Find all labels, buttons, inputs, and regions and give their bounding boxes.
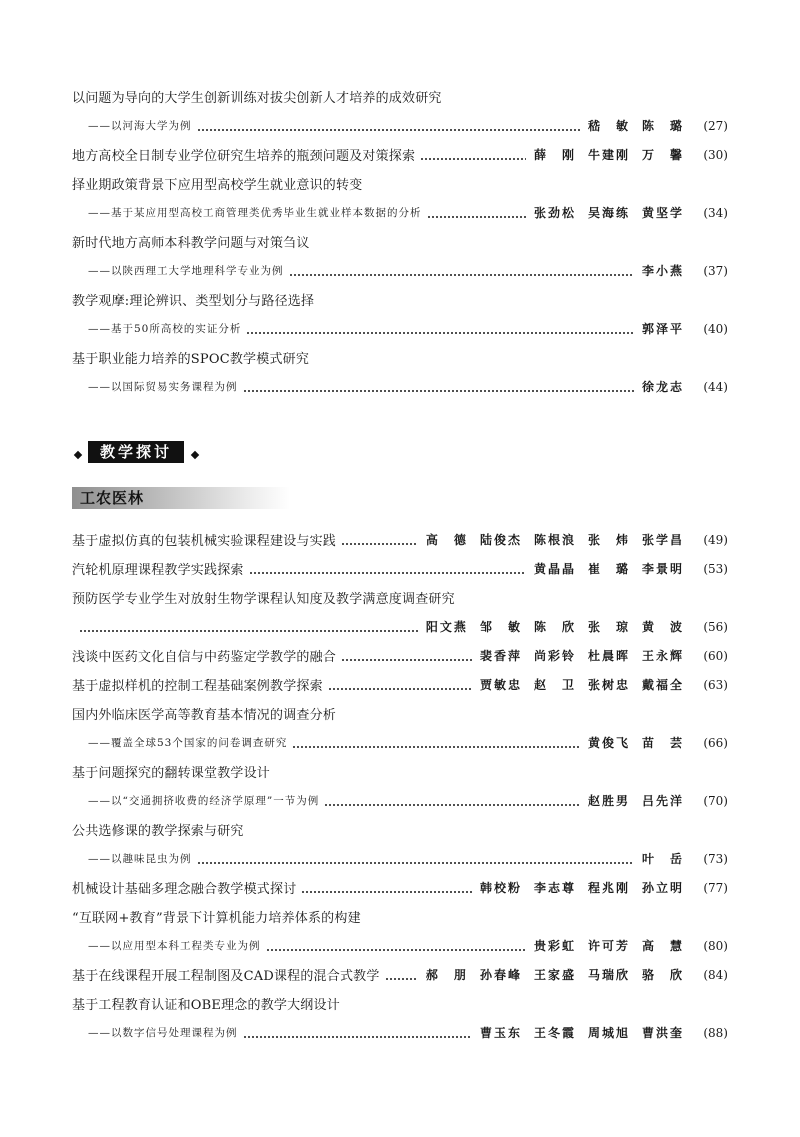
toc-subtitle-row bbox=[72, 728, 728, 757]
toc-row bbox=[72, 554, 728, 583]
entry-title: 地方高校全日制专业学位研究生培养的瓶颈问题及对策探索 bbox=[72, 149, 416, 164]
entry-title: “互联网+教育”背景下计算机能力培养体系的构建 bbox=[72, 911, 361, 926]
author-list bbox=[642, 378, 684, 395]
author-list bbox=[480, 647, 684, 664]
dot-leader bbox=[267, 949, 526, 951]
toc-entry bbox=[72, 670, 728, 699]
page-number: (27) bbox=[703, 118, 728, 133]
author-list bbox=[480, 1024, 684, 1041]
entry-title: 机械设计基础多理念融合教学模式探讨 bbox=[72, 882, 297, 897]
author-name: 高 慧 bbox=[641, 939, 684, 953]
page-number: (88) bbox=[703, 1025, 728, 1040]
toc-entry bbox=[72, 699, 728, 757]
author-list bbox=[426, 966, 684, 983]
subsection-heading: 工农医林 bbox=[72, 487, 290, 509]
toc-row bbox=[72, 960, 728, 989]
toc-entry bbox=[72, 525, 728, 554]
author-name: 张 琼 bbox=[587, 620, 630, 634]
toc-title-row bbox=[72, 227, 728, 256]
dot-leader bbox=[329, 688, 472, 690]
author-name: 孙春峰 bbox=[479, 968, 522, 982]
author-name: 曹玉东 bbox=[479, 1026, 522, 1040]
diamond-icon bbox=[191, 451, 199, 459]
page-number: (60) bbox=[703, 648, 728, 663]
table-of-contents bbox=[72, 0, 728, 1047]
dot-leader bbox=[198, 129, 580, 131]
toc-entry bbox=[72, 343, 728, 401]
toc-author-row bbox=[72, 612, 728, 641]
entry-title: 预防医学专业学生对放射生物学课程认知度及教学满意度调查研究 bbox=[72, 592, 455, 607]
dot-leader bbox=[386, 978, 418, 980]
author-list bbox=[588, 117, 684, 134]
page-number: (53) bbox=[703, 561, 728, 576]
toc-entry bbox=[72, 641, 728, 670]
author-list bbox=[642, 262, 684, 279]
toc-title-row bbox=[72, 285, 728, 314]
dot-leader bbox=[244, 1036, 472, 1038]
entry-subtitle: ——以趣味昆虫为例 bbox=[88, 853, 192, 865]
author-list bbox=[534, 560, 684, 577]
diamond-icon bbox=[74, 451, 82, 459]
toc-subtitle-row bbox=[72, 111, 728, 140]
author-name: 徐龙志 bbox=[641, 380, 684, 394]
author-name: 马瑞欣 bbox=[587, 968, 630, 982]
entry-title: 教学观摩:理论辨识、类型划分与路径选择 bbox=[72, 294, 315, 309]
page-number: (40) bbox=[703, 321, 728, 336]
author-name: 王永辉 bbox=[641, 649, 684, 663]
section-heading-label: 教学探讨 bbox=[88, 441, 184, 463]
page-number: (49) bbox=[703, 532, 728, 547]
entry-title: 基于工程教育认证和OBE理念的教学大纲设计 bbox=[72, 998, 340, 1013]
toc-title-row bbox=[72, 343, 728, 372]
author-name: 陈 璐 bbox=[641, 119, 684, 133]
toc-entry bbox=[72, 873, 728, 902]
author-name: 陈 欣 bbox=[533, 620, 576, 634]
author-name: 张劲松 bbox=[533, 206, 576, 220]
author-name: 戴福全 bbox=[641, 678, 684, 692]
author-name: 嵇 敏 bbox=[587, 119, 630, 133]
entry-subtitle: ——以“交通拥挤收费的经济学原理”一节为例 bbox=[88, 795, 320, 807]
author-list bbox=[642, 320, 684, 337]
author-list bbox=[480, 676, 684, 693]
toc-entry bbox=[72, 140, 728, 169]
author-name: 李小燕 bbox=[641, 264, 684, 278]
entry-subtitle: ——以应用型本科工程类专业为例 bbox=[88, 940, 261, 952]
dot-leader bbox=[302, 891, 472, 893]
author-name: 郝 朋 bbox=[425, 968, 468, 982]
toc-entry bbox=[72, 989, 728, 1047]
toc-title-row bbox=[72, 989, 728, 1018]
toc-entry bbox=[72, 285, 728, 343]
author-name: 骆 欣 bbox=[641, 968, 684, 982]
entry-title: 基于职业能力培养的SPOC教学模式研究 bbox=[72, 352, 310, 367]
dot-leader bbox=[244, 390, 634, 392]
author-name: 贵彩虹 bbox=[533, 939, 576, 953]
toc-entry bbox=[72, 82, 728, 140]
toc-subtitle-row bbox=[72, 256, 728, 285]
author-list bbox=[534, 146, 684, 163]
author-name: 牛建刚 bbox=[587, 148, 630, 162]
author-name: 赵胜男 bbox=[587, 794, 630, 808]
toc-title-row bbox=[72, 815, 728, 844]
dot-leader bbox=[198, 862, 634, 864]
toc-subtitle-row bbox=[72, 786, 728, 815]
author-name: 薛 刚 bbox=[533, 148, 576, 162]
author-name: 苗 芸 bbox=[641, 736, 684, 750]
toc-title-row bbox=[72, 169, 728, 198]
toc-entry-list bbox=[72, 525, 728, 1047]
entry-title: 基于在线课程开展工程制图及CAD课程的混合式教学 bbox=[72, 969, 380, 984]
page-number: (37) bbox=[703, 263, 728, 278]
toc-subtitle-row bbox=[72, 314, 728, 343]
author-name: 叶 岳 bbox=[641, 852, 684, 866]
entry-title: 基于问题探究的翻转课堂教学设计 bbox=[72, 766, 271, 781]
dot-leader bbox=[342, 543, 418, 545]
entry-subtitle: ——覆盖全球53个国家的问卷调查研究 bbox=[88, 737, 288, 749]
toc-entry bbox=[72, 757, 728, 815]
page-number: (77) bbox=[703, 880, 728, 895]
author-name: 韩校粉 bbox=[479, 881, 522, 895]
toc-subtitle-row bbox=[72, 198, 728, 227]
entry-subtitle: ——以陕西理工大学地理科学专业为例 bbox=[88, 265, 284, 277]
author-name: 邹 敏 bbox=[479, 620, 522, 634]
toc-section-teaching bbox=[72, 525, 728, 1047]
toc-subtitle-row bbox=[72, 844, 728, 873]
toc-subtitle-row bbox=[72, 372, 728, 401]
author-list bbox=[426, 618, 684, 635]
toc-entry-list bbox=[72, 82, 728, 401]
dot-leader bbox=[421, 158, 526, 160]
author-name: 尚彩铃 bbox=[533, 649, 576, 663]
entry-subtitle: ——基于50所高校的实证分析 bbox=[88, 323, 242, 335]
author-name: 贾敏忠 bbox=[479, 678, 522, 692]
toc-title-row bbox=[72, 902, 728, 931]
page-number: (80) bbox=[703, 938, 728, 953]
dot-leader bbox=[250, 572, 526, 574]
entry-subtitle: ——基于某应用型高校工商管理类优秀毕业生就业样本数据的分析 bbox=[88, 207, 422, 219]
toc-row bbox=[72, 670, 728, 699]
dot-leader bbox=[325, 804, 580, 806]
author-list bbox=[534, 204, 684, 221]
entry-title: 新时代地方高师本科教学问题与对策刍议 bbox=[72, 236, 310, 251]
author-name: 王冬霞 bbox=[533, 1026, 576, 1040]
toc-subtitle-row bbox=[72, 931, 728, 960]
dot-leader bbox=[80, 630, 418, 632]
dot-leader bbox=[293, 746, 580, 748]
entry-subtitle: ——以国际贸易实务课程为例 bbox=[88, 381, 238, 393]
author-name: 黄坚学 bbox=[641, 206, 684, 220]
author-name: 高 德 bbox=[425, 533, 468, 547]
page-number: (34) bbox=[703, 205, 728, 220]
entry-title: 国内外临床医学高等教育基本情况的调查分析 bbox=[72, 708, 337, 723]
entry-title: 汽轮机原理课程教学实践探索 bbox=[72, 563, 244, 578]
dot-leader bbox=[247, 332, 634, 334]
toc-subtitle-row bbox=[72, 1018, 728, 1047]
toc-title-row bbox=[72, 82, 728, 111]
entry-title: 择业期政策背景下应用型高校学生就业意识的转变 bbox=[72, 178, 363, 193]
author-name: 郭泽平 bbox=[641, 322, 684, 336]
toc-row bbox=[72, 873, 728, 902]
author-name: 陆俊杰 bbox=[479, 533, 522, 547]
dot-leader bbox=[428, 216, 526, 218]
toc-entry bbox=[72, 169, 728, 227]
author-list bbox=[426, 531, 684, 548]
author-name: 赵 卫 bbox=[533, 678, 576, 692]
entry-title: 公共选修课的教学探索与研究 bbox=[72, 824, 244, 839]
author-name: 孙立明 bbox=[641, 881, 684, 895]
author-name: 万 馨 bbox=[641, 148, 684, 162]
page-number: (63) bbox=[703, 677, 728, 692]
entry-subtitle: ——以河海大学为例 bbox=[88, 120, 192, 132]
entry-title: 基于虚拟仿真的包装机械实验课程建设与实践 bbox=[72, 534, 337, 549]
toc-entry bbox=[72, 902, 728, 960]
toc-entry bbox=[72, 583, 728, 641]
author-name: 王家盛 bbox=[533, 968, 576, 982]
toc-entry bbox=[72, 227, 728, 285]
author-name: 黄晶晶 bbox=[533, 562, 576, 576]
author-name: 吕先洋 bbox=[641, 794, 684, 808]
author-name: 张树忠 bbox=[587, 678, 630, 692]
author-name: 阳文燕 bbox=[425, 620, 468, 634]
toc-entry bbox=[72, 815, 728, 873]
page-number: (73) bbox=[703, 851, 728, 866]
dot-leader bbox=[290, 274, 634, 276]
author-name: 曹洪奎 bbox=[641, 1026, 684, 1040]
author-name: 崔 璐 bbox=[587, 562, 630, 576]
author-name: 裴香萍 bbox=[479, 649, 522, 663]
page-number: (66) bbox=[703, 735, 728, 750]
entry-title: 以问题为导向的大学生创新训练对拔尖创新人才培养的成效研究 bbox=[72, 91, 442, 106]
toc-entry bbox=[72, 554, 728, 583]
toc-title-row bbox=[72, 757, 728, 786]
author-name: 周城旭 bbox=[587, 1026, 630, 1040]
toc-entry bbox=[72, 960, 728, 989]
author-name: 陈根浪 bbox=[533, 533, 576, 547]
page-number: (44) bbox=[703, 379, 728, 394]
author-name: 许可芳 bbox=[587, 939, 630, 953]
page-number: (70) bbox=[703, 793, 728, 808]
page-number: (84) bbox=[703, 967, 728, 982]
toc-row bbox=[72, 641, 728, 670]
toc-title-row bbox=[72, 583, 728, 612]
author-name: 吴海练 bbox=[587, 206, 630, 220]
author-name: 杜晨晖 bbox=[587, 649, 630, 663]
author-name: 李景明 bbox=[641, 562, 684, 576]
page-number: (56) bbox=[703, 619, 728, 634]
author-list bbox=[642, 850, 684, 867]
author-list bbox=[588, 734, 684, 751]
toc-row bbox=[72, 140, 728, 169]
author-name: 黄 波 bbox=[641, 620, 684, 634]
toc-title-row bbox=[72, 699, 728, 728]
toc-row bbox=[72, 525, 728, 554]
page-number: (30) bbox=[703, 147, 728, 162]
author-name: 黄俊飞 bbox=[587, 736, 630, 750]
entry-title: 基于虚拟样机的控制工程基础案例教学探索 bbox=[72, 679, 323, 694]
author-name: 程兆刚 bbox=[587, 881, 630, 895]
author-list bbox=[534, 937, 684, 954]
author-name: 李志尊 bbox=[533, 881, 576, 895]
author-list bbox=[480, 879, 684, 896]
toc-section-continued bbox=[72, 0, 728, 401]
section-heading bbox=[72, 441, 728, 463]
author-list bbox=[588, 792, 684, 809]
entry-title: 浅谈中医药文化自信与中药鉴定学教学的融合 bbox=[72, 650, 337, 665]
author-name: 张 炜 bbox=[587, 533, 630, 547]
entry-subtitle: ——以数字信号处理课程为例 bbox=[88, 1027, 238, 1039]
author-name: 张学昌 bbox=[641, 533, 684, 547]
dot-leader bbox=[342, 659, 472, 661]
